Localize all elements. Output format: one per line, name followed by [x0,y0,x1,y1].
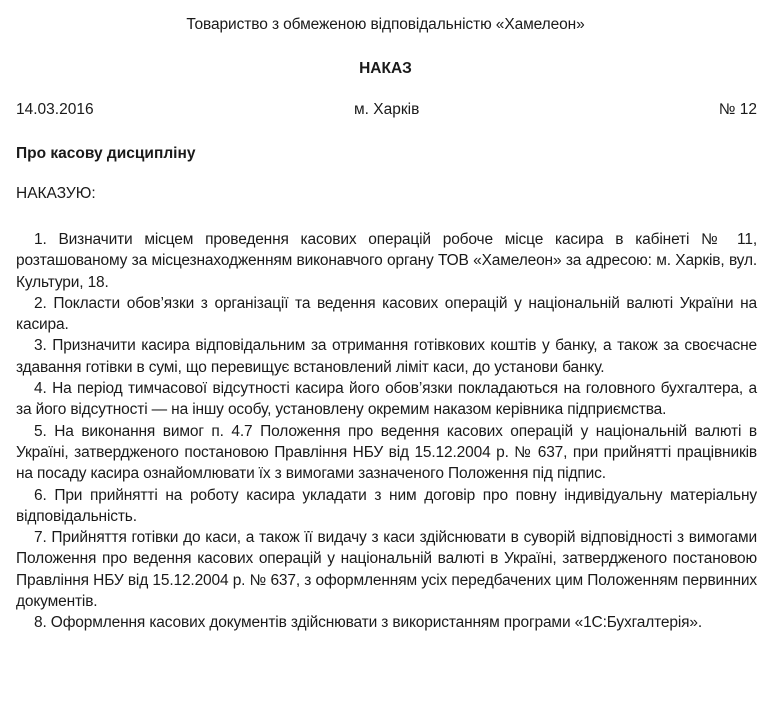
organization-name: Товариство з обмеженою відповідальністю «Хамелеон» [186,16,585,33]
order-item: 4. На період тимчасової відсутності касира його обов’язки покладаються на головного бухгалтера, а за його відсутності — на іншу особу, установлену окремим наказом керівника підприємства. [16,380,757,419]
document-city: м. Харків [354,101,420,118]
document-number: № 12 [718,101,757,118]
order-item: 7. Прийняття готівки до каси, а також її видачу з каси здійснювати в суворій відповідності з вимогами Положення про ведення касових операцій у національній валюті в Україні, затвердженого постановою Правління НБУ від 15.12.2004 р. № 637, з оформленням усіх передбачених цим Положенням первинних документів. [16,529,757,611]
order-item: 6. При прийнятті на роботу касира укладати з ним договір про повну індивідуальну матеріальну відповідальність. [16,486,757,525]
order-item: 1. Визначити місцем проведення касових операцій робоче місце касира в кабінеті № 11, розташованому за місцезнаходженням виконавчого органу ТОВ «Хамелеон» за адресою: м. Харків, вул. Культури, 18. [16,231,757,291]
order-item: 3. Призначити касира відповідальним за отримання готівкових коштів у банку, а також за своєчасне здавання готівки в сумі, що перевищує встановлений ліміт каси, до установи банку. [16,337,757,376]
order-item: 5. На виконання вимог п. 4.7 Положення про ведення касових операцій у національній валюті в Україні, затвердженого постановою Правління НБУ від 15.12.2004 р. № 637, при прийнятті працівників на посаду касира ознайомлювати їх з вимогами зазначеного Положення під підпис. [16,422,757,483]
order-item: 2. Покласти обов’язки з організації та ведення касових операцій у національній валюті України на касира. [16,294,757,334]
document-title: НАКАЗ [359,60,412,77]
order-word: НАКАЗУЮ: [16,185,96,202]
document-date: 14.03.2016 [16,101,94,118]
document-meta-row [16,101,757,119]
order-items [16,229,757,634]
document-subject: Про касову дисципліну [16,145,196,162]
order-item: 8. Оформлення касових документів здійснювати з використанням програми «1С:Бухгалтерія». [34,614,703,632]
